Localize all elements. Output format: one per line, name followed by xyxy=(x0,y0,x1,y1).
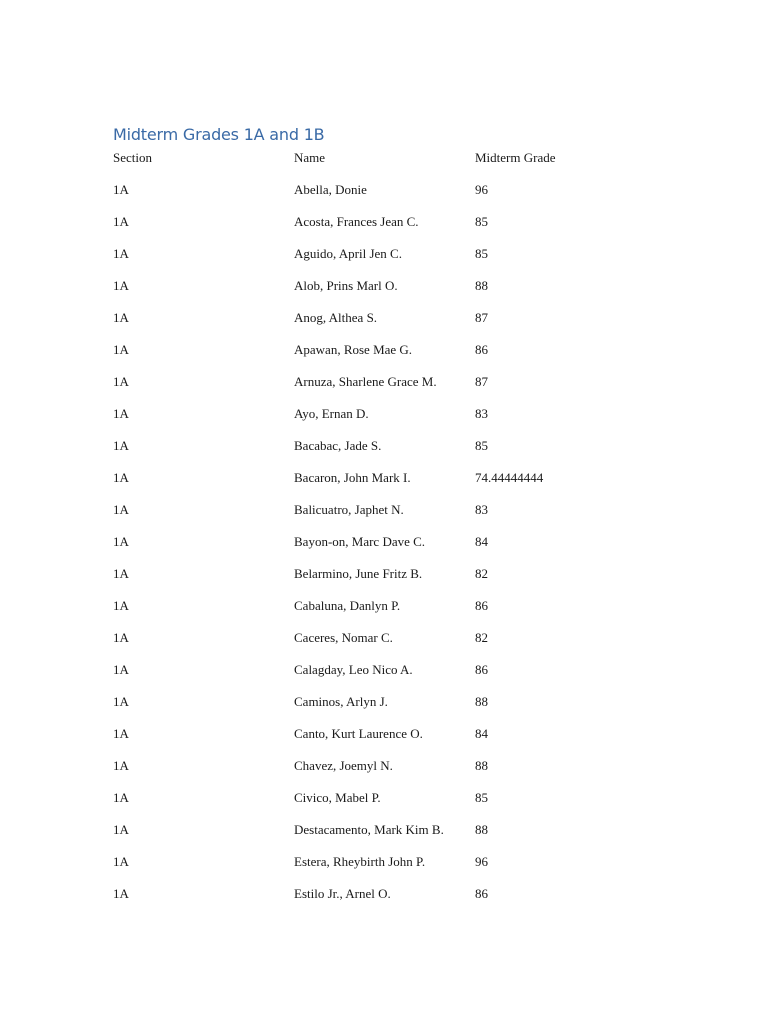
name-cell: Aguido, April Jen C. xyxy=(294,246,402,261)
section-cell: 1A xyxy=(113,790,129,805)
table-row xyxy=(113,212,673,244)
grade-cell: 88 xyxy=(475,278,488,293)
grade-cell: 86 xyxy=(475,886,488,901)
grade-cell: 85 xyxy=(475,214,488,229)
section-cell: 1A xyxy=(113,662,129,677)
table-row xyxy=(113,404,673,436)
section-cell: 1A xyxy=(113,758,129,773)
name-cell: Balicuatro, Japhet N. xyxy=(294,502,404,517)
table-row xyxy=(113,852,673,884)
name-cell: Bacaron, John Mark I. xyxy=(294,470,411,485)
name-cell: Alob, Prins Marl O. xyxy=(294,278,398,293)
name-cell: Bayon-on, Marc Dave C. xyxy=(294,534,426,549)
grade-cell: 74.44444444 xyxy=(475,470,544,485)
grades-table xyxy=(113,148,673,916)
section-cell: 1A xyxy=(113,854,129,869)
table-row xyxy=(113,500,673,532)
section-cell: 1A xyxy=(113,502,129,517)
name-cell: Calagday, Leo Nico A. xyxy=(294,662,413,677)
name-cell: Canto, Kurt Laurence O. xyxy=(294,726,423,741)
table-row xyxy=(113,564,673,596)
table-row xyxy=(113,660,673,692)
name-cell: Arnuza, Sharlene Grace M. xyxy=(294,374,437,389)
name-cell: Cabaluna, Danlyn P. xyxy=(294,598,401,613)
grade-cell: 87 xyxy=(475,310,488,325)
table-row xyxy=(113,884,673,916)
table-row xyxy=(113,692,673,724)
grade-cell: 84 xyxy=(475,534,488,549)
grade-cell: 88 xyxy=(475,822,488,837)
section-cell: 1A xyxy=(113,182,129,197)
section-cell: 1A xyxy=(113,374,129,389)
name-cell: Chavez, Joemyl N. xyxy=(294,758,393,773)
table-row xyxy=(113,372,673,404)
table-row xyxy=(113,340,673,372)
grade-cell: 85 xyxy=(475,438,488,453)
name-cell: Destacamento, Mark Kim B. xyxy=(294,822,444,837)
table-row xyxy=(113,788,673,820)
section-cell: 1A xyxy=(113,310,129,325)
section-cell: 1A xyxy=(113,246,129,261)
name-cell: Bacabac, Jade S. xyxy=(294,438,382,453)
table-row xyxy=(113,756,673,788)
name-cell: Civico, Mabel P. xyxy=(294,790,381,805)
table-row xyxy=(113,468,673,500)
section-cell: 1A xyxy=(113,406,129,421)
grade-cell: 87 xyxy=(475,374,488,389)
section-cell: 1A xyxy=(113,278,129,293)
name-cell: Apawan, Rose Mae G. xyxy=(294,342,413,357)
section-cell: 1A xyxy=(113,342,129,357)
column-header-name: Name xyxy=(294,150,326,165)
name-cell: Estilo Jr., Arnel O. xyxy=(294,886,391,901)
grade-cell: 85 xyxy=(475,246,488,261)
name-cell: Ayo, Ernan D. xyxy=(294,406,369,421)
table-row xyxy=(113,180,673,212)
name-cell: Acosta, Frances Jean C. xyxy=(294,214,419,229)
grade-cell: 86 xyxy=(475,598,488,613)
grade-cell: 96 xyxy=(475,854,488,869)
section-cell: 1A xyxy=(113,598,129,613)
page-title: Midterm Grades 1A and 1B xyxy=(113,125,325,144)
name-cell: Abella, Donie xyxy=(294,182,367,197)
grade-cell: 86 xyxy=(475,342,488,357)
grade-cell: 96 xyxy=(475,182,488,197)
grade-cell: 82 xyxy=(475,566,488,581)
section-cell: 1A xyxy=(113,534,129,549)
grade-cell: 86 xyxy=(475,662,488,677)
section-cell: 1A xyxy=(113,726,129,741)
section-cell: 1A xyxy=(113,214,129,229)
name-cell: Caminos, Arlyn J. xyxy=(294,694,388,709)
name-cell: Belarmino, June Fritz B. xyxy=(294,566,423,581)
section-cell: 1A xyxy=(113,822,129,837)
table-row xyxy=(113,628,673,660)
grade-cell: 83 xyxy=(475,406,488,421)
section-cell: 1A xyxy=(113,438,129,453)
grade-cell: 88 xyxy=(475,758,488,773)
table-row xyxy=(113,308,673,340)
section-cell: 1A xyxy=(113,694,129,709)
section-cell: 1A xyxy=(113,566,129,581)
grade-cell: 84 xyxy=(475,726,488,741)
section-cell: 1A xyxy=(113,470,129,485)
column-header-grade: Midterm Grade xyxy=(475,150,556,165)
section-cell: 1A xyxy=(113,630,129,645)
table-row xyxy=(113,244,673,276)
grade-cell: 82 xyxy=(475,630,488,645)
name-cell: Estera, Rheybirth John P. xyxy=(294,854,426,869)
name-cell: Caceres, Nomar C. xyxy=(294,630,393,645)
table-row xyxy=(113,532,673,564)
column-header-section: Section xyxy=(113,150,152,165)
grade-cell: 83 xyxy=(475,502,488,517)
table-row xyxy=(113,276,673,308)
table-row xyxy=(113,436,673,468)
table-row xyxy=(113,596,673,628)
name-cell: Anog, Althea S. xyxy=(294,310,378,325)
table-row xyxy=(113,820,673,852)
grade-cell: 85 xyxy=(475,790,488,805)
grade-cell: 88 xyxy=(475,694,488,709)
table-row xyxy=(113,724,673,756)
section-cell: 1A xyxy=(113,886,129,901)
table-header-row xyxy=(113,148,673,180)
